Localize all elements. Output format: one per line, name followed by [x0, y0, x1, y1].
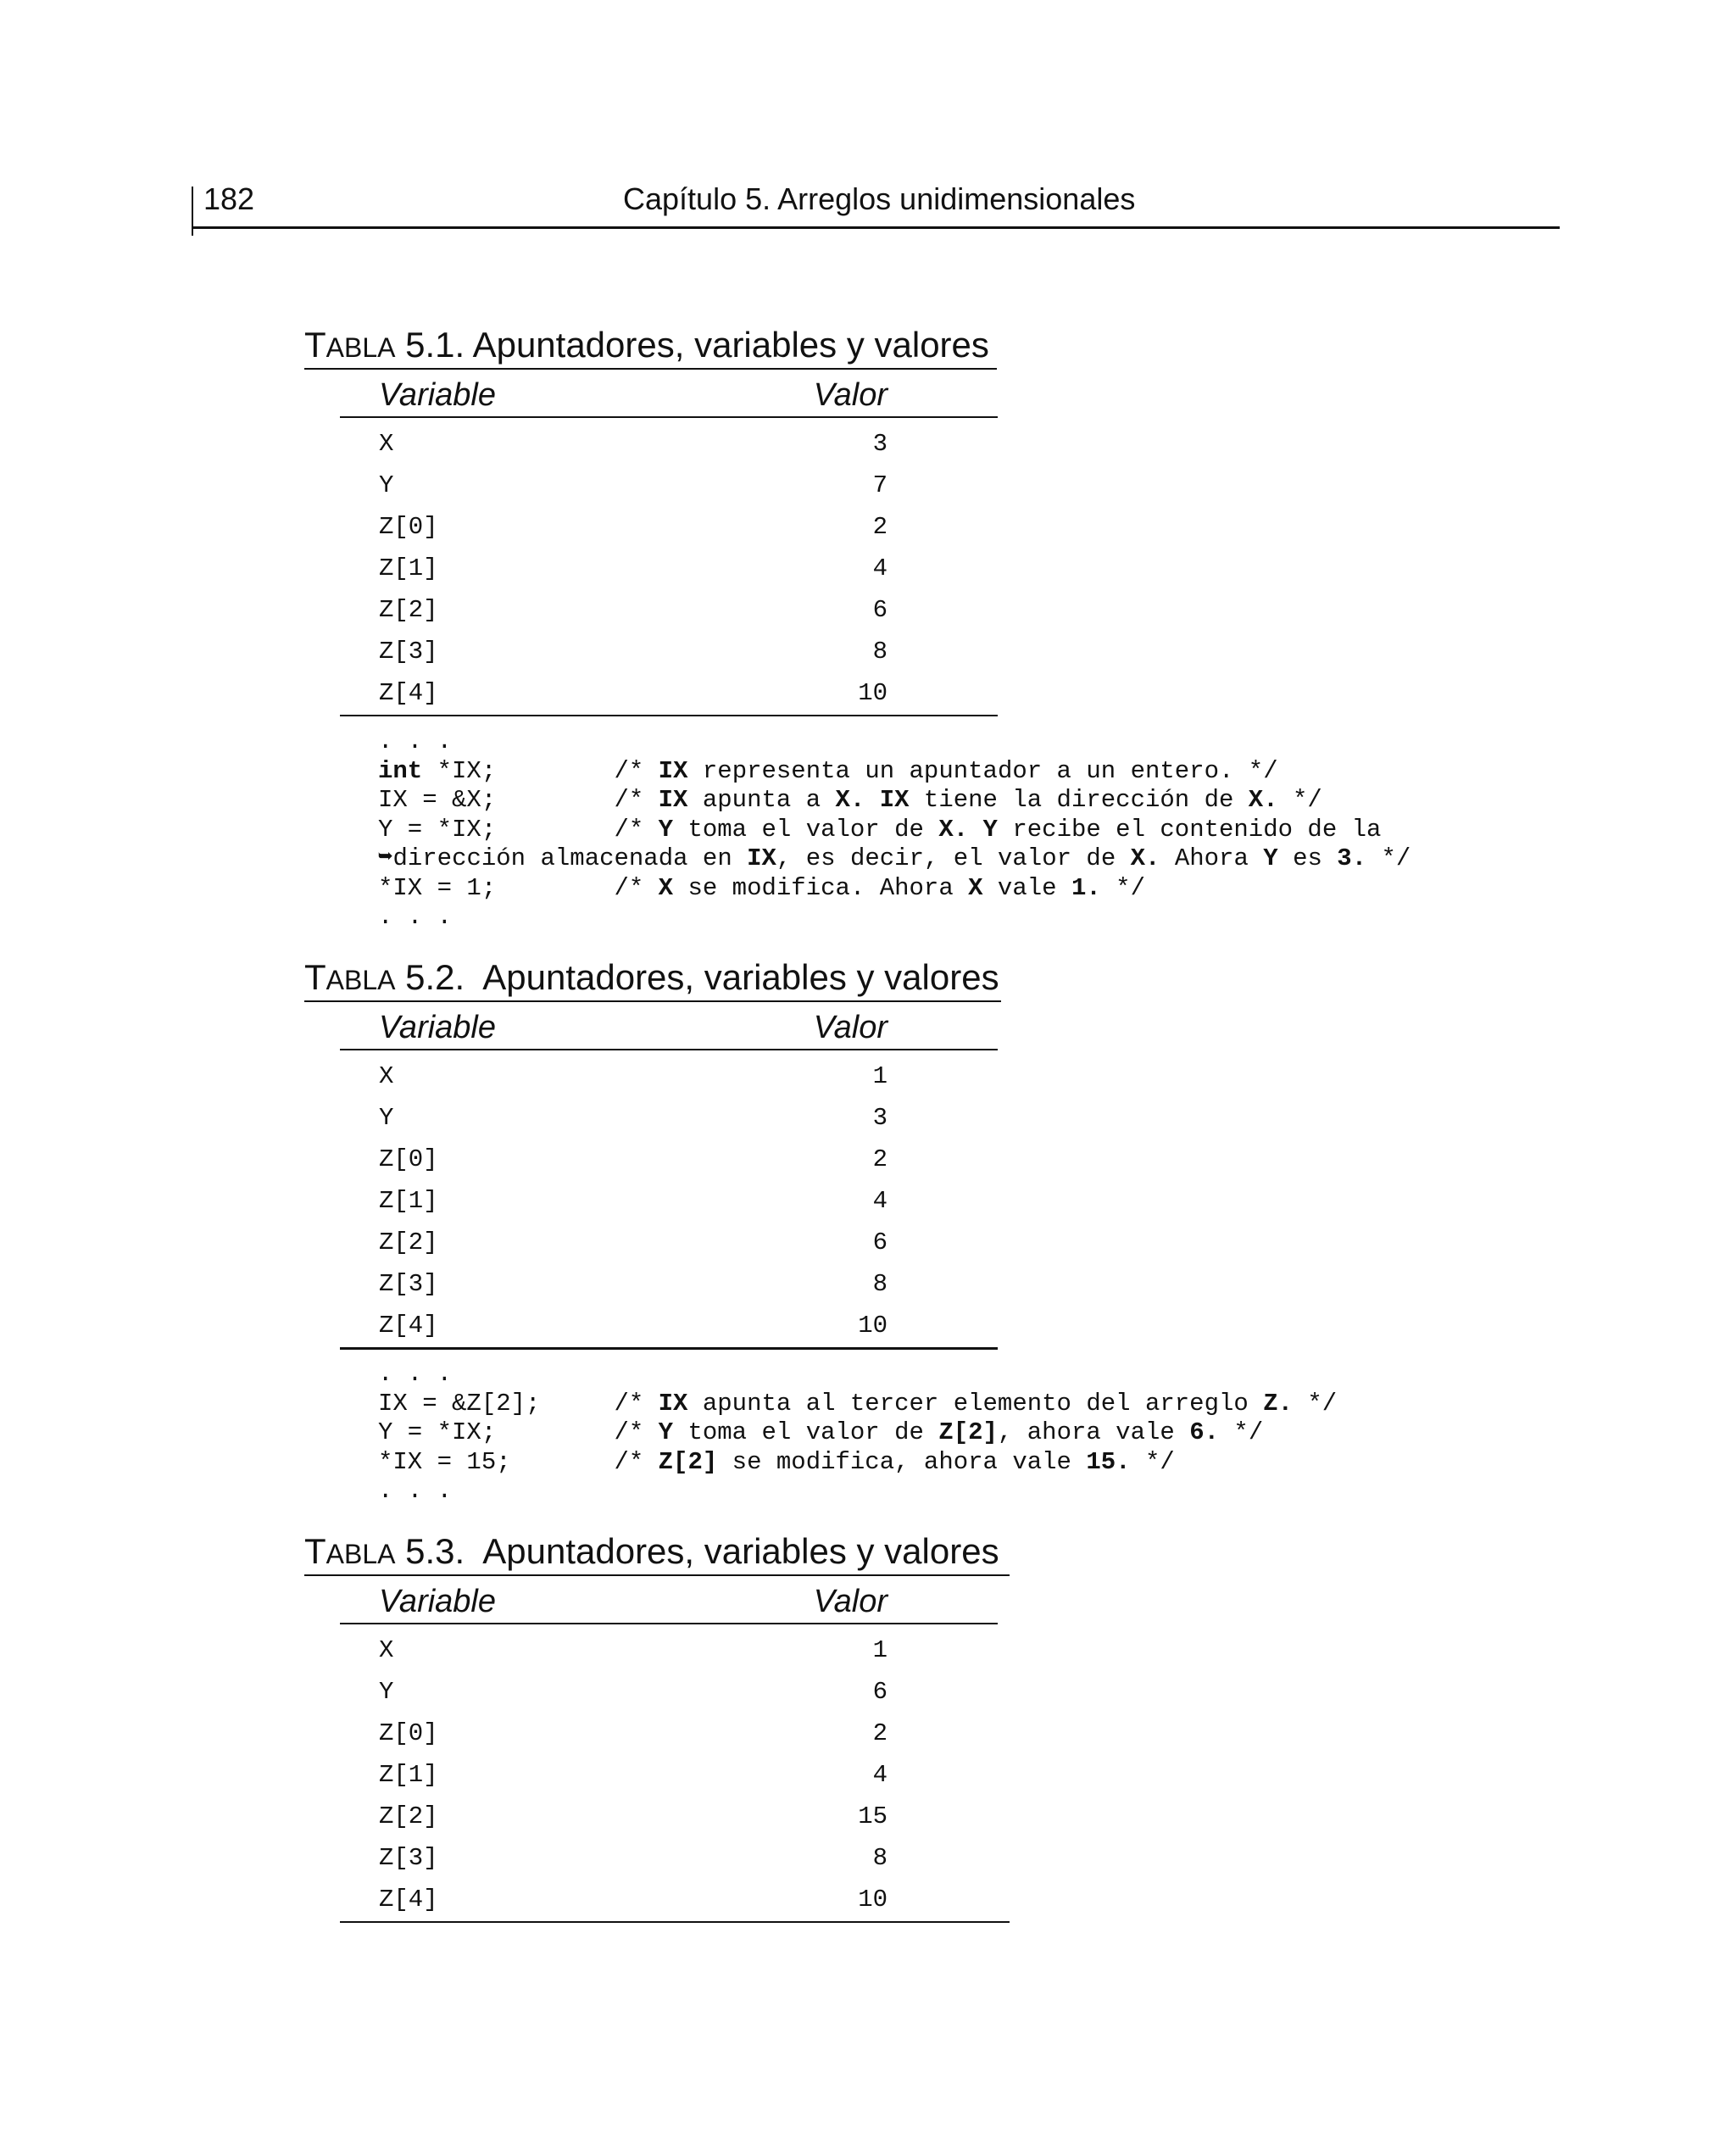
- table-row: [304, 1263, 1008, 1305]
- code-line: [378, 1477, 1337, 1507]
- table-row: [304, 1305, 1008, 1346]
- cell-valor: 15: [858, 1802, 887, 1830]
- cell-variable: Y: [379, 1678, 394, 1706]
- table-row: [304, 548, 1008, 589]
- code-text: Y = *IX; /*: [378, 815, 659, 844]
- code-text: */: [1219, 1418, 1264, 1446]
- column-header-variable: Variable: [379, 377, 497, 413]
- code-text: . . .: [378, 727, 453, 755]
- code-text: . . .: [378, 1477, 453, 1505]
- code-text: IX = &Z[2]; /*: [378, 1389, 659, 1418]
- code-keyword: Y: [658, 815, 674, 844]
- code-text: Ahora: [1160, 844, 1264, 872]
- code-keyword: 3.: [1337, 844, 1367, 872]
- cell-valor: 2: [872, 513, 887, 541]
- code-text: *IX = 1; /*: [378, 873, 659, 902]
- cell-variable: Z[2]: [379, 596, 438, 624]
- table-row: [304, 1796, 1008, 1837]
- code-line: [378, 874, 1410, 904]
- cell-variable: Y: [379, 471, 394, 499]
- cell-variable: Z[0]: [379, 1719, 438, 1747]
- cell-valor: 3: [872, 430, 887, 458]
- column-header-variable: Variable: [379, 1584, 497, 1619]
- code-text: . . .: [378, 1360, 453, 1388]
- code-text: toma el valor de: [673, 1418, 939, 1446]
- cell-valor: 10: [858, 679, 887, 707]
- table-rule-bottom: [340, 1921, 1010, 1923]
- code-line: [378, 786, 1410, 816]
- code-text: se modifica. Ahora: [673, 873, 969, 902]
- table-rule-header: [340, 1049, 998, 1050]
- table-row: [304, 1713, 1008, 1754]
- code-text: tiene la dirección de: [909, 786, 1249, 814]
- code-keyword: X.: [835, 786, 865, 814]
- table-row: [304, 423, 1008, 465]
- column-header-valor: Valor: [813, 1584, 887, 1619]
- code-text: , es decir, el valor de: [776, 844, 1131, 872]
- code-block-2: [378, 1360, 1337, 1507]
- header-rule: [192, 226, 1560, 229]
- code-keyword: IX: [747, 844, 776, 872]
- code-keyword: X.: [1248, 786, 1278, 814]
- table-rule-top: [304, 1000, 1001, 1002]
- code-keyword: 6.: [1189, 1418, 1220, 1446]
- code-text: */: [1100, 873, 1145, 902]
- code-keyword: Y: [1263, 844, 1278, 872]
- code-keyword: int: [378, 756, 423, 785]
- table-row: [304, 465, 1008, 506]
- table-rule-header: [340, 416, 998, 418]
- code-text: toma el valor de: [673, 815, 939, 844]
- table-row: [304, 1097, 1008, 1139]
- cell-variable: Z[2]: [379, 1802, 438, 1830]
- code-block-1: [378, 727, 1410, 933]
- code-line: [378, 903, 1410, 933]
- code-keyword: Z[2]: [938, 1418, 998, 1446]
- code-text: */: [1366, 844, 1411, 872]
- table-row: [304, 1879, 1008, 1920]
- cell-variable: X: [379, 1636, 394, 1664]
- code-text: Y = *IX; /*: [378, 1418, 659, 1446]
- cell-valor: 1: [872, 1636, 887, 1664]
- column-header-valor: Valor: [813, 377, 887, 413]
- running-header: [192, 178, 1560, 229]
- code-text: apunta a: [687, 786, 836, 814]
- cell-variable: Z[0]: [379, 513, 438, 541]
- table-row: [304, 589, 1008, 631]
- cell-variable: Z[1]: [379, 1761, 438, 1789]
- cell-valor: 8: [872, 1844, 887, 1872]
- table-5-2-caption: TABLA 5.2. Apuntadores, variables y valores: [304, 957, 999, 997]
- table-row: [304, 1139, 1008, 1180]
- cell-valor: 4: [872, 1187, 887, 1215]
- cell-variable: Z[4]: [379, 1886, 438, 1914]
- code-keyword: IX: [658, 1389, 688, 1418]
- code-text: *IX; /*: [422, 756, 659, 785]
- code-text: se modifica, ahora vale: [717, 1447, 1087, 1476]
- code-keyword: X: [968, 873, 983, 902]
- code-line: [378, 1360, 1337, 1390]
- code-text: IX = &X; /*: [378, 786, 659, 814]
- code-keyword: Z.: [1263, 1389, 1293, 1418]
- cell-valor: 6: [872, 596, 887, 624]
- table-row: [304, 631, 1008, 672]
- cell-variable: Z[0]: [379, 1145, 438, 1173]
- cell-valor: 8: [872, 638, 887, 666]
- cell-variable: Z[4]: [379, 1312, 438, 1340]
- code-text: */: [1293, 1389, 1338, 1418]
- column-header-valor: Valor: [813, 1010, 887, 1045]
- table-row: [304, 1754, 1008, 1796]
- code-line: [378, 1418, 1337, 1448]
- code-text: apunta al tercer elemento del arreglo: [687, 1389, 1264, 1418]
- cell-variable: Z[3]: [379, 1270, 438, 1298]
- code-text: recibe el contenido de la: [997, 815, 1382, 844]
- table-rule-bottom: [340, 715, 998, 716]
- cell-valor: 10: [858, 1886, 887, 1914]
- cell-valor: 3: [872, 1104, 887, 1132]
- code-text: . . .: [378, 903, 453, 931]
- table-row: [304, 1671, 1008, 1713]
- code-text: */: [1277, 786, 1322, 814]
- code-text: , ahora vale: [997, 1418, 1190, 1446]
- code-keyword: X.: [1130, 844, 1160, 872]
- code-keyword: IX: [658, 756, 688, 785]
- code-keyword: IX: [658, 786, 688, 814]
- code-keyword: IX: [879, 786, 910, 814]
- code-keyword: Y: [982, 815, 998, 844]
- table-row: [304, 1222, 1008, 1263]
- code-text: vale: [982, 873, 1071, 902]
- cell-valor: 7: [872, 471, 887, 499]
- cell-valor: 6: [872, 1678, 887, 1706]
- cell-variable: X: [379, 1062, 394, 1090]
- cell-valor: 2: [872, 1719, 887, 1747]
- code-keyword: 1.: [1071, 873, 1101, 902]
- code-keyword: X.: [938, 815, 969, 844]
- table-row: [304, 1837, 1008, 1879]
- code-text: */: [1130, 1447, 1175, 1476]
- cell-variable: Y: [379, 1104, 394, 1132]
- table-5-1-caption: TABLA 5.1. Apuntadores, variables y valores: [304, 325, 989, 365]
- code-line: [378, 1448, 1337, 1478]
- table-row: [304, 672, 1008, 714]
- code-text: [968, 816, 982, 844]
- code-keyword: Y: [658, 1418, 674, 1446]
- cell-valor: 10: [858, 1312, 887, 1340]
- cell-variable: Z[1]: [379, 1187, 438, 1215]
- cell-variable: Z[3]: [379, 638, 438, 666]
- table-row: [304, 1180, 1008, 1222]
- table-row: [304, 506, 1008, 548]
- code-line: [378, 816, 1410, 845]
- code-keyword: X: [658, 873, 674, 902]
- code-text: *IX = 15; /*: [378, 1447, 659, 1476]
- code-text: ➥dirección almacenada en: [378, 844, 748, 872]
- cell-variable: Z[3]: [379, 1844, 438, 1872]
- cell-variable: Z[2]: [379, 1228, 438, 1256]
- code-line: [378, 727, 1410, 757]
- cell-valor: 8: [872, 1270, 887, 1298]
- column-header-variable: Variable: [379, 1010, 497, 1045]
- cell-valor: 4: [872, 1761, 887, 1789]
- code-keyword: Z[2]: [658, 1447, 718, 1476]
- cell-variable: Z[1]: [379, 554, 438, 582]
- table-rule-bottom: [340, 1347, 998, 1350]
- cell-valor: 2: [872, 1145, 887, 1173]
- table-rule-top: [304, 368, 997, 370]
- cell-variable: X: [379, 430, 394, 458]
- cell-valor: 1: [872, 1062, 887, 1090]
- code-text: representa un apuntador a un entero. */: [687, 756, 1278, 785]
- table-rule-header: [340, 1623, 998, 1624]
- code-text: [865, 786, 879, 814]
- cell-variable: Z[4]: [379, 679, 438, 707]
- chapter-title: Capítulo 5. Arreglos unidimensionales: [623, 181, 1136, 216]
- table-row: [304, 1056, 1008, 1097]
- page-number: 182: [203, 181, 255, 216]
- table-rule-top: [304, 1574, 1010, 1576]
- table-row: [304, 1630, 1008, 1671]
- cell-valor: 6: [872, 1228, 887, 1256]
- code-line: [378, 1390, 1337, 1419]
- code-line: [378, 757, 1410, 787]
- code-line: [378, 844, 1410, 874]
- table-5-3-caption: TABLA 5.3. Apuntadores, variables y valores: [304, 1531, 999, 1571]
- code-keyword: 15.: [1086, 1447, 1131, 1476]
- code-text: es: [1277, 844, 1338, 872]
- cell-valor: 4: [872, 554, 887, 582]
